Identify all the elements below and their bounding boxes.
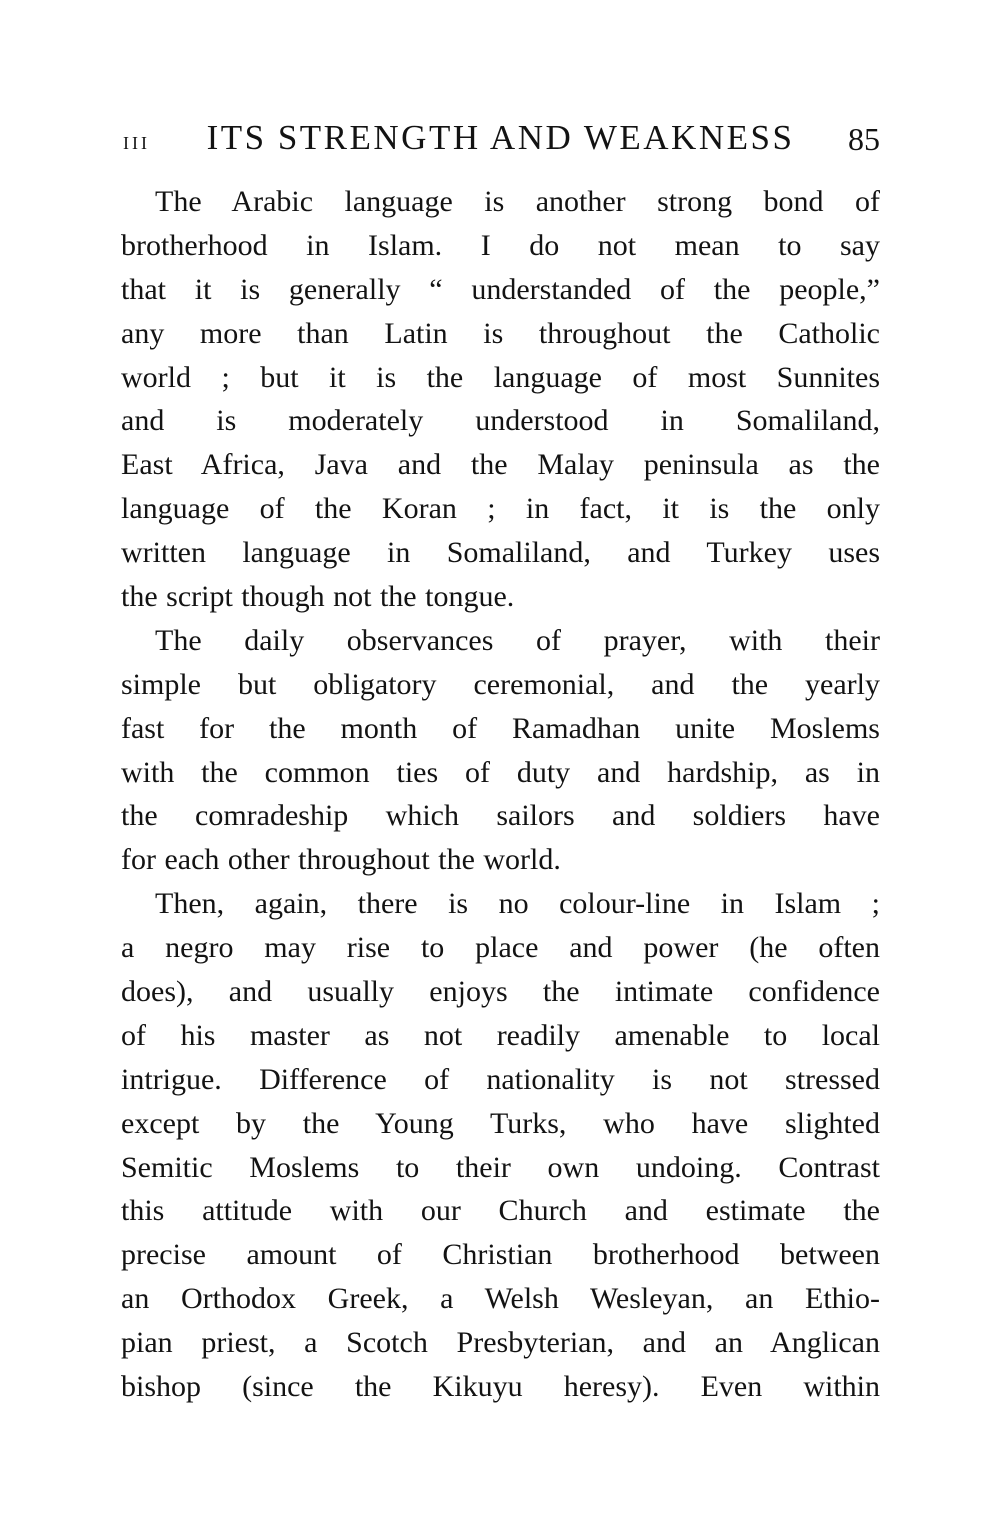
text-line: world ; but it is the language of most Sunnites	[121, 360, 880, 394]
text-line: a negro may rise to place and power (he often	[121, 931, 880, 965]
text-line: written language in Somaliland, and Turkey uses	[121, 536, 880, 570]
text-line: pian priest, a Scotch Presbyterian, and an Anglican	[121, 1326, 880, 1360]
text-line: simple but obligatory ceremonial, and the yearly	[121, 667, 880, 701]
text-line: Then, again, there is no colour-line in Islam ;	[155, 887, 880, 921]
text-line: of his master as not readily amenable to local	[121, 1018, 880, 1052]
text-line: an Orthodox Greek, a Welsh Wesleyan, an Ethio-	[121, 1282, 880, 1316]
text-line: the comradeship which sailors and soldiers have	[121, 799, 880, 833]
text-line: language of the Koran ; in fact, it is the only	[121, 492, 880, 526]
text-line: that it is generally “ understanded of the people,”	[121, 272, 880, 306]
text-line: any more than Latin is throughout the Catholic	[121, 316, 880, 350]
text-line: precise amount of Christian brotherhood between	[121, 1238, 880, 1272]
text-line: and is moderately understood in Somaliland,	[121, 404, 880, 438]
text-line: with the common ties of duty and hardship, as in	[121, 755, 880, 789]
text-line: The Arabic language is another strong bond of	[155, 185, 880, 218]
text-line: brotherhood in Islam. I do not mean to say	[121, 228, 880, 262]
text-line: for each other throughout the world.	[121, 843, 561, 877]
text-line: fast for the month of Ramadhan unite Moslems	[121, 711, 880, 745]
text-line: The daily observances of prayer, with their	[155, 623, 880, 657]
text-line: Semitic Moslems to their own undoing. Contrast	[121, 1150, 880, 1184]
text-line: the script though not the tongue.	[121, 580, 515, 614]
running-header	[121, 112, 880, 158]
text-line: this attitude with our Church and estimate the	[121, 1194, 880, 1228]
body-text	[121, 180, 880, 1409]
text-line: except by the Young Turks, who have slighted	[121, 1106, 880, 1140]
text-line: East Africa, Java and the Malay peninsula as the	[121, 448, 880, 482]
text-line: does), and usually enjoys the intimate confidence	[121, 975, 880, 1009]
page-number: 85	[848, 121, 880, 157]
text-line: intrigue. Difference of nationality is not stressed	[121, 1062, 880, 1096]
running-title: ITS STRENGTH AND WEAKNESS	[206, 118, 795, 157]
chapter-numeral: iii	[123, 126, 150, 155]
text-line: bishop (since the Kikuyu heresy). Even within	[121, 1370, 880, 1404]
